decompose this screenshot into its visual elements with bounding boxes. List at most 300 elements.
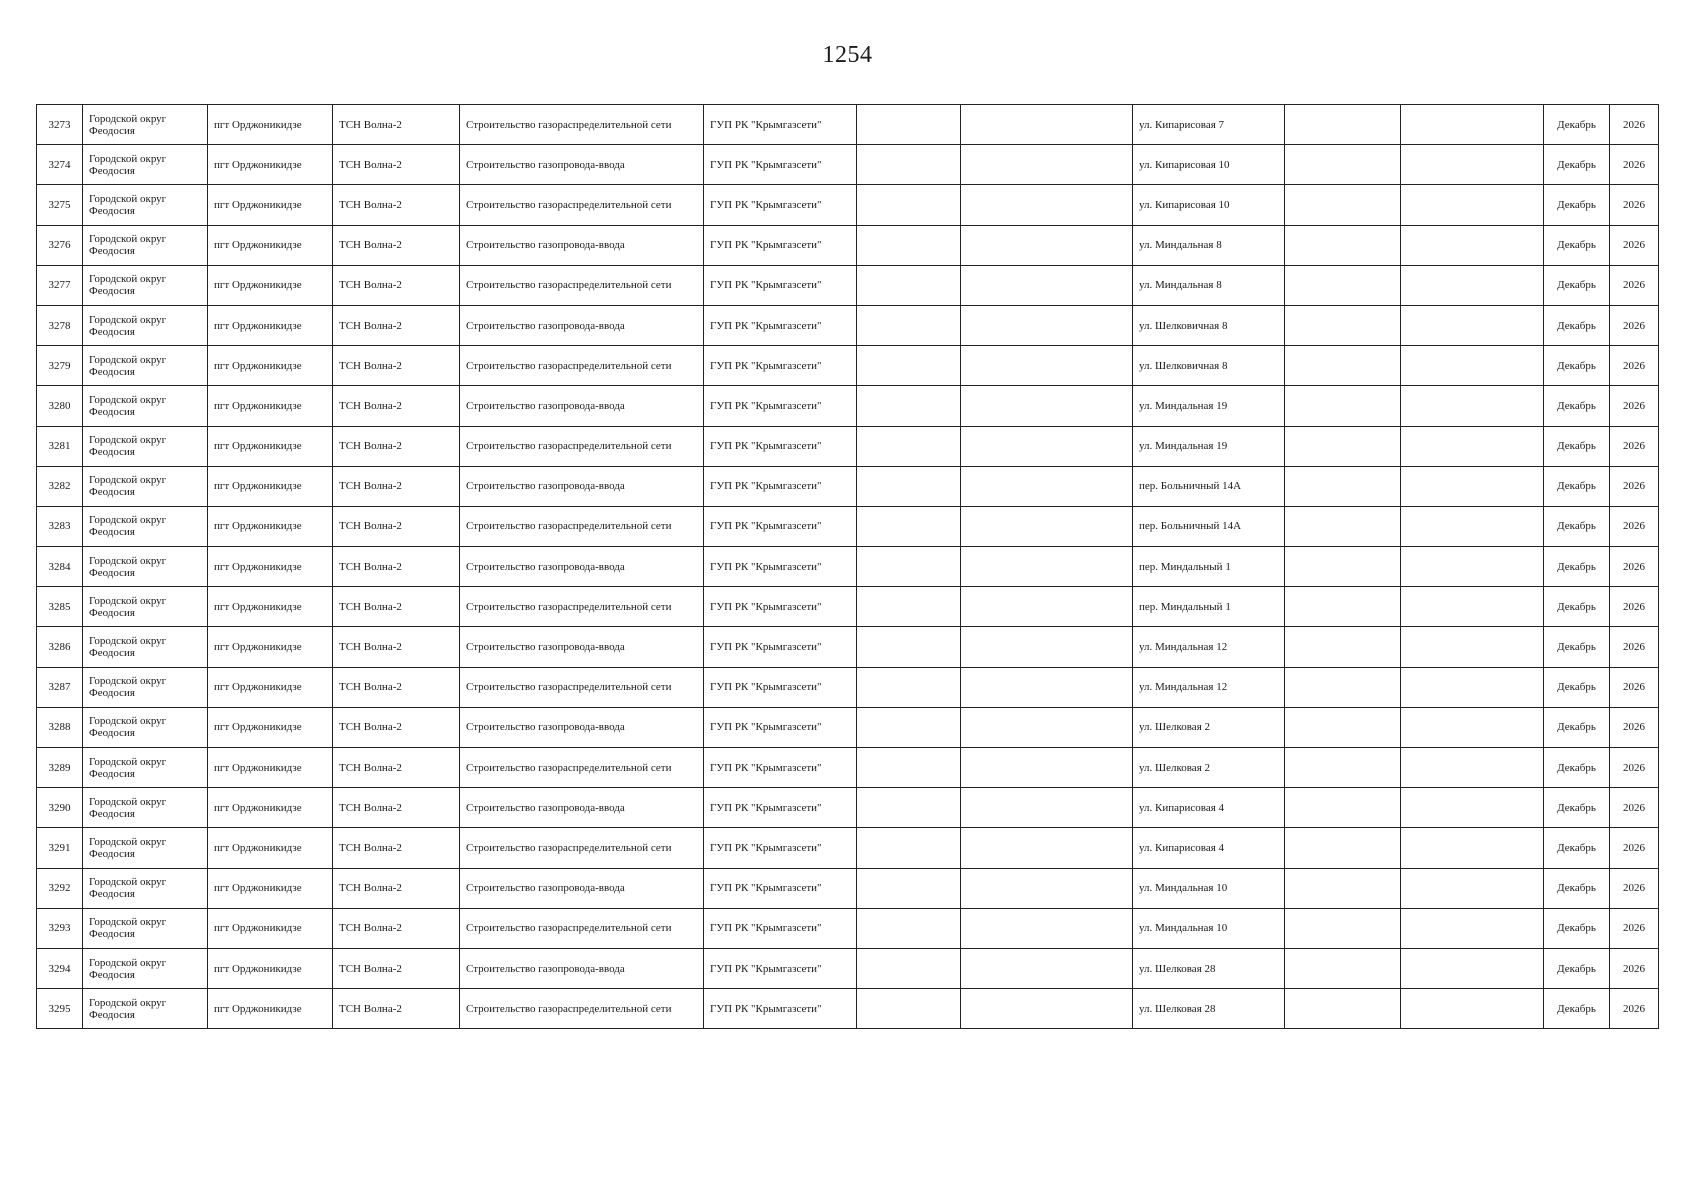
year-cell: 2026 <box>1610 346 1659 386</box>
work-type-cell: Строительство газопровода-ввода <box>460 788 704 828</box>
year-cell: 2026 <box>1610 667 1659 707</box>
settlement-cell: пгт Орджоникидзе <box>208 707 333 747</box>
row-number-cell: 3279 <box>37 346 83 386</box>
organization-cell: ГУП РК "Крымгазсети" <box>704 265 857 305</box>
row-number-cell: 3284 <box>37 547 83 587</box>
organization-cell: ГУП РК "Крымгазсети" <box>704 105 857 145</box>
organization-cell: ГУП РК "Крымгазсети" <box>704 788 857 828</box>
empty-cell <box>961 748 1133 788</box>
work-type-cell: Строительство газораспределительной сети <box>460 506 704 546</box>
page-number: 1254 <box>822 42 873 68</box>
year-cell: 2026 <box>1610 426 1659 466</box>
organization-cell: ГУП РК "Крымгазсети" <box>704 748 857 788</box>
month-cell: Декабрь <box>1544 788 1610 828</box>
row-number-cell: 3280 <box>37 386 83 426</box>
work-type-cell: Строительство газопровода-ввода <box>460 305 704 345</box>
address-cell: ул. Кипарисовая 4 <box>1133 788 1285 828</box>
year-cell: 2026 <box>1610 587 1659 627</box>
month-cell: Декабрь <box>1544 868 1610 908</box>
empty-cell <box>1401 989 1544 1029</box>
empty-cell <box>1401 908 1544 948</box>
month-cell: Декабрь <box>1544 105 1610 145</box>
settlement-cell: пгт Орджоникидзе <box>208 627 333 667</box>
year-cell: 2026 <box>1610 547 1659 587</box>
organization-cell: ГУП РК "Крымгазсети" <box>704 386 857 426</box>
municipality-cell: Городской округ Феодосия <box>83 667 208 707</box>
empty-cell <box>1285 908 1401 948</box>
table-row <box>37 105 1659 145</box>
year-cell: 2026 <box>1610 908 1659 948</box>
empty-cell <box>1285 868 1401 908</box>
table-row <box>37 265 1659 305</box>
municipality-cell: Городской округ Феодосия <box>83 426 208 466</box>
year-cell: 2026 <box>1610 868 1659 908</box>
row-number-cell: 3295 <box>37 989 83 1029</box>
year-cell: 2026 <box>1610 788 1659 828</box>
settlement-cell: пгт Орджоникидзе <box>208 989 333 1029</box>
organization-cell: ГУП РК "Крымгазсети" <box>704 346 857 386</box>
empty-cell <box>1285 386 1401 426</box>
table-row <box>37 748 1659 788</box>
table-row <box>37 908 1659 948</box>
settlement-cell: пгт Орджоникидзе <box>208 225 333 265</box>
row-number-cell: 3273 <box>37 105 83 145</box>
organization-cell: ГУП РК "Крымгазсети" <box>704 145 857 185</box>
empty-cell <box>961 386 1133 426</box>
empty-cell <box>857 828 961 868</box>
table-row <box>37 145 1659 185</box>
month-cell: Декабрь <box>1544 667 1610 707</box>
empty-cell <box>961 426 1133 466</box>
empty-cell <box>1285 667 1401 707</box>
empty-cell <box>1401 426 1544 466</box>
empty-cell <box>857 989 961 1029</box>
register-sheet <box>36 104 1659 1029</box>
empty-cell <box>1401 948 1544 988</box>
empty-cell <box>1401 707 1544 747</box>
address-cell: ул. Миндальная 19 <box>1133 426 1285 466</box>
empty-cell <box>961 547 1133 587</box>
work-type-cell: Строительство газораспределительной сети <box>460 667 704 707</box>
empty-cell <box>857 506 961 546</box>
row-number-cell: 3285 <box>37 587 83 627</box>
table-row <box>37 667 1659 707</box>
empty-cell <box>857 386 961 426</box>
organization-cell: ГУП РК "Крымгазсети" <box>704 587 857 627</box>
organization-cell: ГУП РК "Крымгазсети" <box>704 185 857 225</box>
empty-cell <box>961 466 1133 506</box>
work-type-cell: Строительство газораспределительной сети <box>460 908 704 948</box>
empty-cell <box>961 145 1133 185</box>
empty-cell <box>857 346 961 386</box>
object-cell: ТСН Волна-2 <box>333 145 460 185</box>
row-number-cell: 3289 <box>37 748 83 788</box>
empty-cell <box>961 265 1133 305</box>
settlement-cell: пгт Орджоникидзе <box>208 908 333 948</box>
month-cell: Декабрь <box>1544 426 1610 466</box>
month-cell: Декабрь <box>1544 225 1610 265</box>
settlement-cell: пгт Орджоникидзе <box>208 466 333 506</box>
year-cell: 2026 <box>1610 265 1659 305</box>
row-number-cell: 3287 <box>37 667 83 707</box>
organization-cell: ГУП РК "Крымгазсети" <box>704 547 857 587</box>
object-cell: ТСН Волна-2 <box>333 185 460 225</box>
municipality-cell: Городской округ Феодосия <box>83 868 208 908</box>
empty-cell <box>1285 828 1401 868</box>
table-row <box>37 426 1659 466</box>
object-cell: ТСН Волна-2 <box>333 346 460 386</box>
address-cell: ул. Миндальная 19 <box>1133 386 1285 426</box>
year-cell: 2026 <box>1610 185 1659 225</box>
settlement-cell: пгт Орджоникидзе <box>208 868 333 908</box>
empty-cell <box>857 105 961 145</box>
municipality-cell: Городской округ Феодосия <box>83 627 208 667</box>
address-cell: пер. Больничный 14А <box>1133 506 1285 546</box>
row-number-cell: 3274 <box>37 145 83 185</box>
organization-cell: ГУП РК "Крымгазсети" <box>704 506 857 546</box>
empty-cell <box>961 627 1133 667</box>
empty-cell <box>1401 225 1544 265</box>
table-row <box>37 868 1659 908</box>
organization-cell: ГУП РК "Крымгазсети" <box>704 667 857 707</box>
municipality-cell: Городской округ Феодосия <box>83 185 208 225</box>
address-cell: ул. Миндальная 10 <box>1133 868 1285 908</box>
organization-cell: ГУП РК "Крымгазсети" <box>704 828 857 868</box>
table-row <box>37 506 1659 546</box>
object-cell: ТСН Волна-2 <box>333 989 460 1029</box>
empty-cell <box>857 426 961 466</box>
municipality-cell: Городской округ Феодосия <box>83 305 208 345</box>
empty-cell <box>1285 105 1401 145</box>
object-cell: ТСН Волна-2 <box>333 667 460 707</box>
address-cell: ул. Миндальная 10 <box>1133 908 1285 948</box>
table-row <box>37 828 1659 868</box>
year-cell: 2026 <box>1610 506 1659 546</box>
month-cell: Декабрь <box>1544 547 1610 587</box>
work-type-cell: Строительство газопровода-ввода <box>460 145 704 185</box>
row-number-cell: 3294 <box>37 948 83 988</box>
municipality-cell: Городской округ Феодосия <box>83 748 208 788</box>
empty-cell <box>1401 185 1544 225</box>
row-number-cell: 3292 <box>37 868 83 908</box>
empty-cell <box>1285 707 1401 747</box>
register-body <box>37 105 1659 1029</box>
object-cell: ТСН Волна-2 <box>333 265 460 305</box>
address-cell: ул. Миндальная 8 <box>1133 265 1285 305</box>
empty-cell <box>1285 788 1401 828</box>
work-type-cell: Строительство газопровода-ввода <box>460 386 704 426</box>
empty-cell <box>1285 145 1401 185</box>
table-row <box>37 707 1659 747</box>
organization-cell: ГУП РК "Крымгазсети" <box>704 225 857 265</box>
row-number-cell: 3275 <box>37 185 83 225</box>
organization-cell: ГУП РК "Крымгазсети" <box>704 989 857 1029</box>
table-row <box>37 225 1659 265</box>
row-number-cell: 3286 <box>37 627 83 667</box>
municipality-cell: Городской округ Феодосия <box>83 225 208 265</box>
row-number-cell: 3288 <box>37 707 83 747</box>
year-cell: 2026 <box>1610 305 1659 345</box>
work-type-cell: Строительство газораспределительной сети <box>460 426 704 466</box>
year-cell: 2026 <box>1610 828 1659 868</box>
empty-cell <box>857 748 961 788</box>
empty-cell <box>857 265 961 305</box>
empty-cell <box>1401 145 1544 185</box>
row-number-cell: 3277 <box>37 265 83 305</box>
municipality-cell: Городской округ Феодосия <box>83 948 208 988</box>
empty-cell <box>1285 346 1401 386</box>
work-type-cell: Строительство газопровода-ввода <box>460 627 704 667</box>
object-cell: ТСН Волна-2 <box>333 587 460 627</box>
settlement-cell: пгт Орджоникидзе <box>208 305 333 345</box>
year-cell: 2026 <box>1610 948 1659 988</box>
empty-cell <box>1285 225 1401 265</box>
month-cell: Декабрь <box>1544 506 1610 546</box>
work-type-cell: Строительство газораспределительной сети <box>460 587 704 627</box>
empty-cell <box>857 587 961 627</box>
empty-cell <box>857 948 961 988</box>
settlement-cell: пгт Орджоникидзе <box>208 386 333 426</box>
work-type-cell: Строительство газопровода-ввода <box>460 225 704 265</box>
empty-cell <box>961 346 1133 386</box>
empty-cell <box>1401 868 1544 908</box>
register-table <box>36 104 1659 1029</box>
empty-cell <box>961 506 1133 546</box>
settlement-cell: пгт Орджоникидзе <box>208 828 333 868</box>
month-cell: Декабрь <box>1544 265 1610 305</box>
work-type-cell: Строительство газораспределительной сети <box>460 185 704 225</box>
month-cell: Декабрь <box>1544 748 1610 788</box>
year-cell: 2026 <box>1610 748 1659 788</box>
empty-cell <box>1285 748 1401 788</box>
year-cell: 2026 <box>1610 466 1659 506</box>
organization-cell: ГУП РК "Крымгазсети" <box>704 908 857 948</box>
empty-cell <box>1401 466 1544 506</box>
month-cell: Декабрь <box>1544 828 1610 868</box>
address-cell: ул. Кипарисовая 4 <box>1133 828 1285 868</box>
empty-cell <box>857 225 961 265</box>
empty-cell <box>857 667 961 707</box>
address-cell: ул. Шелковичная 8 <box>1133 346 1285 386</box>
empty-cell <box>1285 627 1401 667</box>
empty-cell <box>1401 667 1544 707</box>
empty-cell <box>857 305 961 345</box>
table-row <box>37 547 1659 587</box>
empty-cell <box>961 105 1133 145</box>
empty-cell <box>961 788 1133 828</box>
municipality-cell: Городской округ Феодосия <box>83 346 208 386</box>
address-cell: пер. Миндальный 1 <box>1133 547 1285 587</box>
row-number-cell: 3290 <box>37 788 83 828</box>
settlement-cell: пгт Орджоникидзе <box>208 265 333 305</box>
settlement-cell: пгт Орджоникидзе <box>208 547 333 587</box>
row-number-cell: 3276 <box>37 225 83 265</box>
empty-cell <box>961 707 1133 747</box>
object-cell: ТСН Волна-2 <box>333 948 460 988</box>
row-number-cell: 3282 <box>37 466 83 506</box>
year-cell: 2026 <box>1610 386 1659 426</box>
object-cell: ТСН Волна-2 <box>333 547 460 587</box>
empty-cell <box>857 627 961 667</box>
empty-cell <box>857 466 961 506</box>
row-number-cell: 3281 <box>37 426 83 466</box>
empty-cell <box>1285 426 1401 466</box>
empty-cell <box>1401 547 1544 587</box>
month-cell: Декабрь <box>1544 908 1610 948</box>
empty-cell <box>1285 989 1401 1029</box>
row-number-cell: 3278 <box>37 305 83 345</box>
table-row <box>37 948 1659 988</box>
table-row <box>37 185 1659 225</box>
month-cell: Декабрь <box>1544 627 1610 667</box>
empty-cell <box>857 547 961 587</box>
organization-cell: ГУП РК "Крымгазсети" <box>704 305 857 345</box>
work-type-cell: Строительство газораспределительной сети <box>460 265 704 305</box>
work-type-cell: Строительство газораспределительной сети <box>460 748 704 788</box>
organization-cell: ГУП РК "Крымгазсети" <box>704 707 857 747</box>
year-cell: 2026 <box>1610 627 1659 667</box>
table-row <box>37 627 1659 667</box>
object-cell: ТСН Волна-2 <box>333 426 460 466</box>
work-type-cell: Строительство газопровода-ввода <box>460 466 704 506</box>
settlement-cell: пгт Орджоникидзе <box>208 346 333 386</box>
address-cell: ул. Шелковая 28 <box>1133 989 1285 1029</box>
empty-cell <box>1401 346 1544 386</box>
month-cell: Декабрь <box>1544 466 1610 506</box>
empty-cell <box>857 868 961 908</box>
municipality-cell: Городской округ Феодосия <box>83 587 208 627</box>
empty-cell <box>857 185 961 225</box>
empty-cell <box>1401 265 1544 305</box>
empty-cell <box>1401 105 1544 145</box>
settlement-cell: пгт Орджоникидзе <box>208 587 333 627</box>
settlement-cell: пгт Орджоникидзе <box>208 788 333 828</box>
organization-cell: ГУП РК "Крымгазсети" <box>704 426 857 466</box>
empty-cell <box>961 868 1133 908</box>
address-cell: ул. Кипарисовая 10 <box>1133 185 1285 225</box>
year-cell: 2026 <box>1610 707 1659 747</box>
month-cell: Декабрь <box>1544 587 1610 627</box>
municipality-cell: Городской округ Феодосия <box>83 466 208 506</box>
empty-cell <box>1285 587 1401 627</box>
empty-cell <box>1401 627 1544 667</box>
empty-cell <box>961 908 1133 948</box>
address-cell: ул. Шелковичная 8 <box>1133 305 1285 345</box>
settlement-cell: пгт Орджоникидзе <box>208 145 333 185</box>
address-cell: ул. Миндальная 8 <box>1133 225 1285 265</box>
municipality-cell: Городской округ Феодосия <box>83 506 208 546</box>
municipality-cell: Городской округ Феодосия <box>83 989 208 1029</box>
address-cell: ул. Шелковая 2 <box>1133 748 1285 788</box>
year-cell: 2026 <box>1610 225 1659 265</box>
object-cell: ТСН Волна-2 <box>333 466 460 506</box>
address-cell: ул. Шелковая 28 <box>1133 948 1285 988</box>
year-cell: 2026 <box>1610 989 1659 1029</box>
empty-cell <box>857 908 961 948</box>
empty-cell <box>857 707 961 747</box>
address-cell: ул. Миндальная 12 <box>1133 667 1285 707</box>
settlement-cell: пгт Орджоникидзе <box>208 426 333 466</box>
address-cell: ул. Миндальная 12 <box>1133 627 1285 667</box>
object-cell: ТСН Волна-2 <box>333 225 460 265</box>
table-row <box>37 466 1659 506</box>
empty-cell <box>1401 828 1544 868</box>
settlement-cell: пгт Орджоникидзе <box>208 948 333 988</box>
empty-cell <box>1285 305 1401 345</box>
empty-cell <box>1285 506 1401 546</box>
month-cell: Декабрь <box>1544 346 1610 386</box>
empty-cell <box>1401 506 1544 546</box>
table-row <box>37 386 1659 426</box>
empty-cell <box>1401 305 1544 345</box>
empty-cell <box>1401 788 1544 828</box>
month-cell: Декабрь <box>1544 948 1610 988</box>
empty-cell <box>961 948 1133 988</box>
empty-cell <box>961 225 1133 265</box>
address-cell: ул. Кипарисовая 7 <box>1133 105 1285 145</box>
month-cell: Декабрь <box>1544 145 1610 185</box>
organization-cell: ГУП РК "Крымгазсети" <box>704 868 857 908</box>
organization-cell: ГУП РК "Крымгазсети" <box>704 627 857 667</box>
year-cell: 2026 <box>1610 145 1659 185</box>
row-number-cell: 3293 <box>37 908 83 948</box>
table-row <box>37 346 1659 386</box>
month-cell: Декабрь <box>1544 305 1610 345</box>
municipality-cell: Городской округ Феодосия <box>83 145 208 185</box>
empty-cell <box>1285 466 1401 506</box>
address-cell: пер. Больничный 14А <box>1133 466 1285 506</box>
object-cell: ТСН Волна-2 <box>333 868 460 908</box>
municipality-cell: Городской округ Феодосия <box>83 105 208 145</box>
object-cell: ТСН Волна-2 <box>333 105 460 145</box>
organization-cell: ГУП РК "Крымгазсети" <box>704 948 857 988</box>
municipality-cell: Городской округ Феодосия <box>83 828 208 868</box>
address-cell: ул. Шелковая 2 <box>1133 707 1285 747</box>
object-cell: ТСН Волна-2 <box>333 707 460 747</box>
address-cell: ул. Кипарисовая 10 <box>1133 145 1285 185</box>
object-cell: ТСН Волна-2 <box>333 627 460 667</box>
municipality-cell: Городской округ Феодосия <box>83 547 208 587</box>
empty-cell <box>1285 948 1401 988</box>
month-cell: Декабрь <box>1544 707 1610 747</box>
settlement-cell: пгт Орджоникидзе <box>208 185 333 225</box>
settlement-cell: пгт Орджоникидзе <box>208 748 333 788</box>
object-cell: ТСН Волна-2 <box>333 748 460 788</box>
empty-cell <box>1401 587 1544 627</box>
empty-cell <box>1285 547 1401 587</box>
municipality-cell: Городской округ Феодосия <box>83 788 208 828</box>
row-number-cell: 3283 <box>37 506 83 546</box>
object-cell: ТСН Волна-2 <box>333 506 460 546</box>
object-cell: ТСН Волна-2 <box>333 305 460 345</box>
object-cell: ТСН Волна-2 <box>333 788 460 828</box>
empty-cell <box>857 788 961 828</box>
empty-cell <box>1401 748 1544 788</box>
empty-cell <box>1285 185 1401 225</box>
organization-cell: ГУП РК "Крымгазсети" <box>704 466 857 506</box>
table-row <box>37 587 1659 627</box>
address-cell: пер. Миндальный 1 <box>1133 587 1285 627</box>
object-cell: ТСН Волна-2 <box>333 828 460 868</box>
empty-cell <box>857 145 961 185</box>
municipality-cell: Городской округ Феодосия <box>83 265 208 305</box>
work-type-cell: Строительство газораспределительной сети <box>460 105 704 145</box>
empty-cell <box>961 828 1133 868</box>
municipality-cell: Городской округ Феодосия <box>83 908 208 948</box>
empty-cell <box>1285 265 1401 305</box>
month-cell: Декабрь <box>1544 386 1610 426</box>
month-cell: Декабрь <box>1544 989 1610 1029</box>
